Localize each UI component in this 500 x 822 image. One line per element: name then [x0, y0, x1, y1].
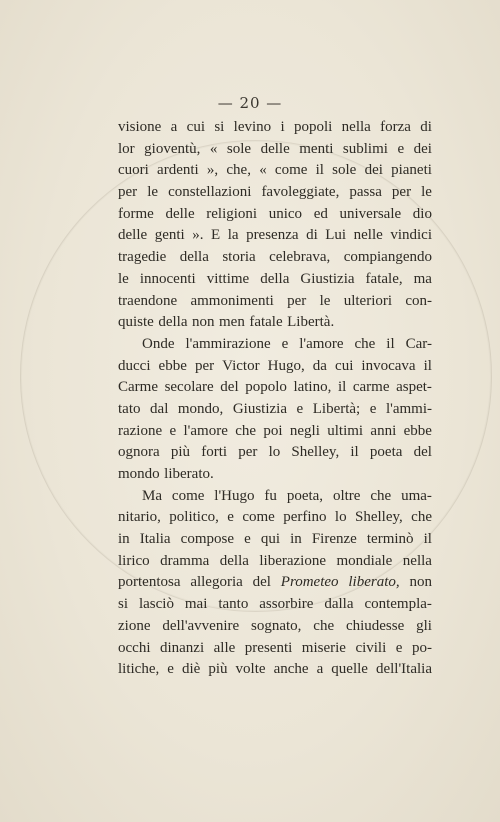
text-line: portentosa allegoria del Prometeo liberato, non [118, 574, 432, 591]
text-line: visione a cui si levino i popoli nella forza di [118, 119, 432, 135]
text-line: nitario, politico, e come perfino lo Shelley, che [118, 509, 432, 526]
paragraph [118, 117, 432, 334]
body-text [118, 117, 432, 681]
text-line: delle genti ». E la presenza di Lui nelle vindici [118, 227, 432, 244]
text-line: Carme secolare del popolo latino, il carme aspet- [118, 379, 432, 396]
text-line: litiche, e diè più volte anche a quelle dell'Italia [118, 661, 432, 678]
page-number: — 20 — [217, 94, 283, 112]
text-line: quiste della non men fatale Libertà. [118, 314, 335, 331]
text-line: traendone ammonimenti per le ulteriori con- [118, 292, 432, 309]
text-line: occhi dinanzi alle presenti miserie civili e po- [118, 639, 432, 656]
paragraph [118, 486, 432, 681]
text-line: cuori ardenti », che, « come il sole dei pianeti [118, 162, 432, 179]
text-line: Ma come l'Hugo fu poeta, oltre che uma- [142, 487, 432, 504]
text-line: ducci ebbe per Victor Hugo, da cui invocava il [118, 357, 432, 374]
text-line: le innocenti vittime della Giustizia fatale, ma [118, 270, 432, 287]
text-line: mondo liberato. [118, 466, 214, 482]
text-line: razione e l'amore che poi negli ultimi anni ebbe [118, 422, 432, 439]
text-line: zione dell'avvenire sognato, che chiudesse gli [118, 617, 432, 634]
text-line: tato dal mondo, Giustizia e Libertà; e l'ammi- [118, 400, 432, 417]
text-line: lirico dramma della liberazione mondiale nella [118, 552, 432, 569]
text-line: in Italia compose e qui in Firenze terminò il [118, 531, 432, 548]
text-line: Onde l'ammirazione e l'amore che il Car- [142, 335, 432, 352]
text-line: per le constellazioni favoleggiate, passa per le [118, 184, 432, 201]
paragraph [118, 334, 432, 486]
text-line: lor gioventù, « sole delle menti sublimi e dei [118, 140, 432, 157]
text-line: ognora più forti per lo Shelley, il poeta del [118, 444, 432, 461]
text-line: tragedie della storia celebrava, compiangendo [118, 249, 432, 266]
text-line: si lasciò mai tanto assorbire dalla contempla- [118, 596, 432, 613]
text-line: forme delle religioni unico ed universale dio [118, 205, 432, 222]
